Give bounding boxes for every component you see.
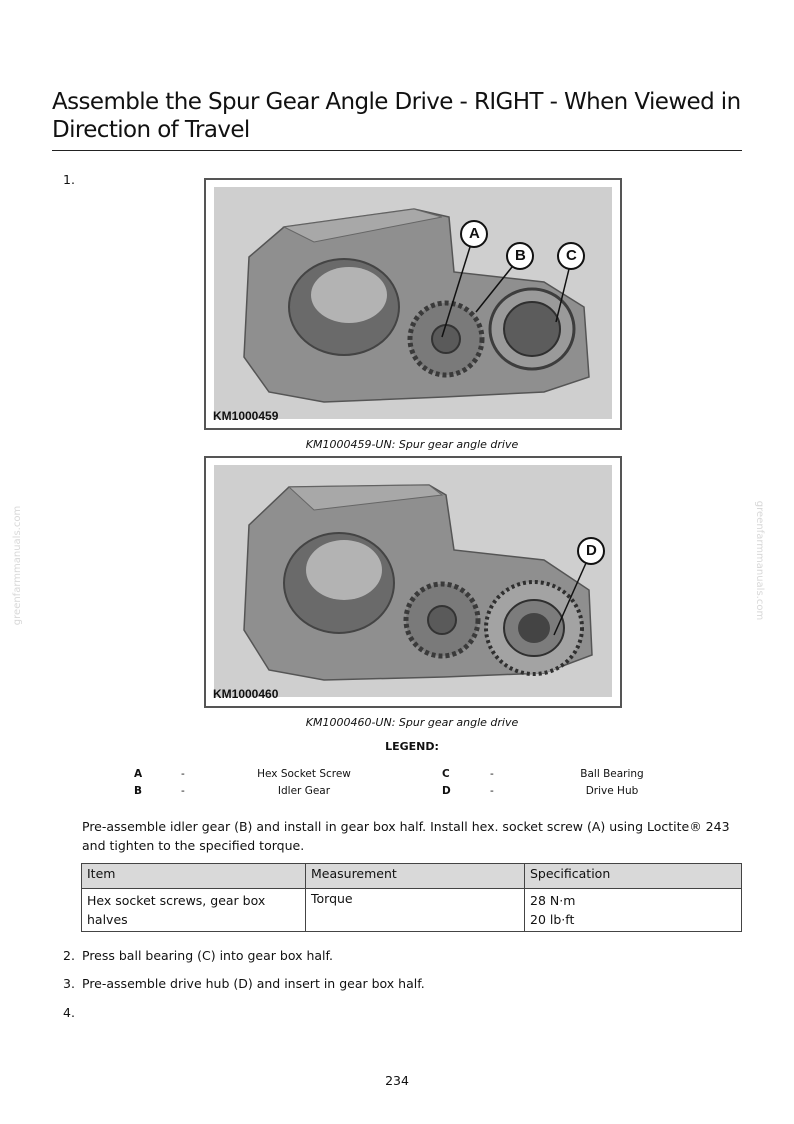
legend-desc-a: Hex Socket Screw xyxy=(257,768,351,780)
title-divider xyxy=(52,150,742,151)
legend-sep-b: - xyxy=(181,785,185,797)
table-row xyxy=(82,889,742,932)
step-number-3: 3. xyxy=(63,976,75,991)
legend-desc-b: Idler Gear xyxy=(277,785,331,797)
instruction-text: Pre-assemble idler gear (B) and install in gear box half. Install hex. socket screw (A) using Loctite® 243 and tighten to the specified torque. xyxy=(82,819,730,853)
legend-key-a: A xyxy=(134,768,143,780)
legend-desc-d: Drive Hub xyxy=(585,785,639,797)
legend-key-c: C xyxy=(442,768,450,780)
callout-d-label: D xyxy=(586,542,597,559)
table-header-measurement: Measurement xyxy=(306,864,525,889)
step-text-2: Press ball bearing (C) into gear box half. xyxy=(82,948,333,963)
table-header-item: Item xyxy=(82,864,306,889)
legend-key-b: B xyxy=(134,785,143,797)
legend-sep-a: - xyxy=(181,768,185,780)
watermark-right: greenfarmmanuals.com xyxy=(754,500,766,621)
table-cell-specification xyxy=(525,889,742,932)
image-id-label: KM1000459 xyxy=(213,409,279,423)
step-number-4: 4. xyxy=(63,1005,75,1020)
gearbox-photo-1 xyxy=(214,187,612,419)
table-cell-measurement: Torque xyxy=(306,889,525,932)
legend-sep-d: - xyxy=(490,785,494,797)
callout-b-label: B xyxy=(515,247,526,264)
step-number-1: 1. xyxy=(63,172,75,187)
page-number: 234 xyxy=(385,1073,409,1088)
legend-key-d: D xyxy=(442,785,451,797)
spec-metric: 28 N·m xyxy=(530,893,576,908)
legend-sep-c: - xyxy=(490,768,494,780)
figure-caption-1: KM1000459-UN: Spur gear angle drive xyxy=(305,438,519,451)
figure-2 xyxy=(204,456,622,708)
torque-spec-table xyxy=(81,863,742,932)
figure-caption-2: KM1000460-UN: Spur gear angle drive xyxy=(305,716,519,729)
table-header-row xyxy=(82,864,742,889)
callout-c-label: C xyxy=(566,247,577,264)
legend-title: LEGEND: xyxy=(385,740,439,753)
figure-1 xyxy=(204,178,622,430)
gearbox-photo-2 xyxy=(214,465,612,697)
spec-imperial: 20 lb·ft xyxy=(530,912,575,927)
image-id-label: KM1000460 xyxy=(213,687,279,701)
table-header-specification: Specification xyxy=(525,864,742,889)
watermark-left: greenfarmmanuals.com xyxy=(12,505,24,626)
step-text-3: Pre-assemble drive hub (D) and insert in gear box half. xyxy=(82,976,425,991)
callout-a-label: A xyxy=(469,225,480,242)
step-number-2: 2. xyxy=(63,948,75,963)
page-title: Assemble the Spur Gear Angle Drive - RIGHT - When Viewed in Direction of Travel xyxy=(52,89,741,143)
table-cell-item: Hex socket screws, gear box halves xyxy=(82,889,306,932)
legend-desc-c: Ball Bearing xyxy=(580,768,644,780)
